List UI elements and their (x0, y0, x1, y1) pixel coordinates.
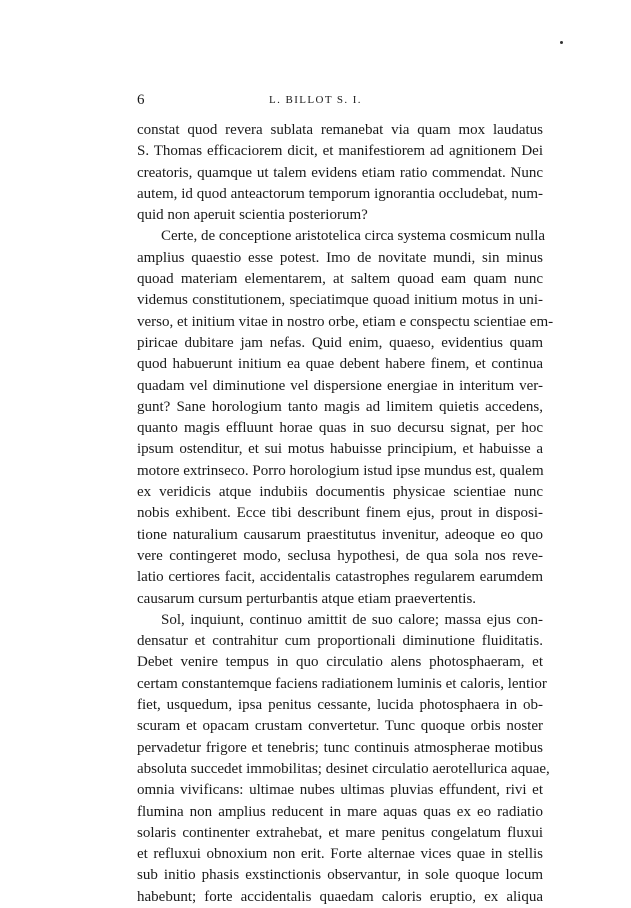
body-text (137, 120, 554, 908)
text-line: causarum cursum perturbantis atque etiam praevertentis. (137, 590, 477, 607)
paragraph-first-line: Certe, de conceptione aristotelica circa systema cosmicum nulla (161, 228, 546, 245)
text-line: pervadetur frigore et tenebris; tunc continuis atmospherae motibus (137, 739, 543, 756)
text-line: S. Thomas efficaciorem dicit, et manifestiorem ad agnitionem Dei (137, 143, 543, 160)
text-line: creatoris, quamque ut talem evidens etiam ratio commendat. Nunc (137, 164, 543, 181)
text-line: nobis exhibent. Ecce tibi describunt finem ejus, prout in disposi- (137, 505, 543, 522)
text-line: vere contingeret modo, seclusa hypothesi, de qua sola nos reve- (137, 547, 543, 564)
text-line: certam constantemque faciens radiationem luminis et caloris, lentior (137, 675, 547, 692)
text-line: motore extrinseco. Porro horologium istud ipse mundus est, qualem (137, 462, 544, 479)
page-number: 6 (137, 92, 145, 108)
text-line: piricae dubitare jam nefas. Quid enim, quaeso, evidentius quam (137, 334, 543, 351)
text-line: fiet, usquedum, ipsa penitus cessante, lucida photosphaera in ob- (137, 697, 543, 714)
text-line: densatur et contrahitur cum proportionali diminutione fluiditatis. (137, 633, 543, 650)
text-line: absoluta succedet immobilitas; desinet circulatio aerotellurica aquae, (137, 760, 550, 777)
text-line: amplius quaestio esse potest. Imo de novitate mundi, sin minus (137, 249, 543, 266)
text-line: quadam vel diminutione vel dispersione energiae in interitum ver- (137, 377, 543, 394)
text-line: tione naturalium causarum praestitutus invenitur, adeoque eo quo (137, 526, 543, 543)
text-line: constat quod revera sublata remanebat via quam mox laudatus (137, 122, 543, 138)
running-head: L. BILLOT S. I. (269, 94, 362, 106)
text-line: et refluxui obnoxium non erit. Forte alternae vices quae in stellis (137, 846, 543, 863)
text-line: ex veridicis atque indubiis documentis physicae scientiae nunc (137, 484, 543, 501)
paragraph-first-line: Sol, inquiunt, continuo amittit de suo calore; massa ejus con- (161, 611, 543, 628)
text-line: quod habuerunt initium ea quae debent habere finem, et continua (137, 356, 543, 373)
text-line: solaris continenter extrahebat, et mare penitus congelatum fluxui (137, 824, 543, 841)
text-line: flumina non amplius reducent in mare aquas quas ex eo radiatio (137, 803, 543, 820)
text-line: autem, id quod anteactorum temporum ignorantia occludebat, num- (137, 185, 543, 202)
ink-speck (560, 41, 563, 44)
text-line: quanto magis effluunt horae quas in suo decursu signat, per hoc (137, 420, 543, 437)
text-line: quoad materiam elementarem, at saltem quoad eam quam nunc (137, 271, 543, 288)
text-line: videmus constitutionem, speciatimque quoad initium motus in uni- (137, 292, 543, 309)
text-line: habebunt; forte accidentalis quaedam caloris eruptio, ex aliqua (137, 888, 543, 905)
text-line: gunt? Sane horologium tanto magis ad limitem quietis accedens, (137, 398, 543, 415)
text-line: sub initio phasis exstinctionis observantur, in sole quoque locum (137, 867, 543, 884)
text-line: ipsum ostenditur, et sui motus habuisse principium, et habuisse a (137, 441, 543, 458)
text-line: verso, et initium vitae in nostro orbe, etiam e conspectu scientiae em- (137, 313, 554, 330)
text-line: scuram et opacam crustam convertetur. Tunc quoque orbis noster (137, 718, 543, 735)
text-line: latio certiores facit, accidentalis catastrophes regularem earumdem (137, 569, 543, 586)
text-line: quid non aperuit scientia posteriorum? (137, 207, 368, 224)
text-line: Debet venire tempus in quo circulatio alens photosphaeram, et (137, 654, 543, 671)
text-line: omnia vivificans: ultimae nubes ultimas pluvias effundent, rivi et (137, 782, 543, 799)
